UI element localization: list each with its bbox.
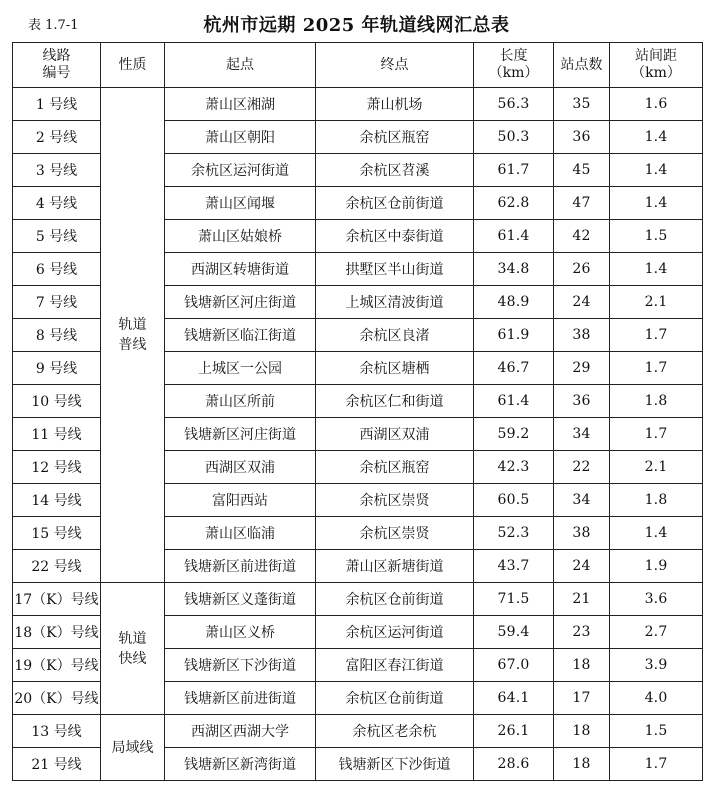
cell-line-no: 20（K）号线: [13, 682, 101, 715]
cell-end-point: 余杭区瓶窑: [316, 451, 474, 484]
cell-end-point: 余杭区苕溪: [316, 154, 474, 187]
cell-station-count: 26: [554, 253, 610, 286]
cell-station-spacing: 1.5: [610, 220, 703, 253]
table-header: [0, 0, 713, 42]
cell-station-spacing: 3.9: [610, 649, 703, 682]
cell-station-spacing: 1.7: [610, 319, 703, 352]
cell-station-spacing: 2.7: [610, 616, 703, 649]
cell-length: 56.3: [474, 88, 554, 121]
cell-station-spacing: 1.4: [610, 253, 703, 286]
cell-length: 50.3: [474, 121, 554, 154]
cell-station-count: 18: [554, 649, 610, 682]
cell-length: 28.6: [474, 748, 554, 781]
cell-station-spacing: 1.9: [610, 550, 703, 583]
cell-station-count: 36: [554, 121, 610, 154]
cell-station-count: 34: [554, 484, 610, 517]
cell-length: 42.3: [474, 451, 554, 484]
cell-station-spacing: 1.4: [610, 121, 703, 154]
cell-length: 48.9: [474, 286, 554, 319]
cell-length: 61.4: [474, 220, 554, 253]
cell-end-point: 余杭区塘栖: [316, 352, 474, 385]
cell-line-no: 19（K）号线: [13, 649, 101, 682]
cell-station-count: 38: [554, 517, 610, 550]
cell-station-spacing: 2.1: [610, 451, 703, 484]
cell-station-count: 29: [554, 352, 610, 385]
group-label-line: 轨道: [118, 317, 147, 333]
cell-line-no: 18（K）号线: [13, 616, 101, 649]
table-row: [13, 583, 703, 616]
cell-end-point: 萧山机场: [316, 88, 474, 121]
cell-end-point: 拱墅区半山街道: [316, 253, 474, 286]
cell-length: 62.8: [474, 187, 554, 220]
cell-start-point: 钱塘新区前进街道: [165, 550, 316, 583]
cell-end-point: 余杭区仓前街道: [316, 187, 474, 220]
cell-length: 64.1: [474, 682, 554, 715]
cell-start-point: 西湖区双浦: [165, 451, 316, 484]
table-row: [13, 715, 703, 748]
cell-station-spacing: 1.7: [610, 748, 703, 781]
cell-end-point: 余杭区仓前街道: [316, 583, 474, 616]
col-header-line-no: 线路 编号: [13, 43, 101, 88]
group-label-line: 局域线: [111, 739, 154, 756]
col-header-stations: 站点数: [554, 43, 610, 88]
cell-length: 26.1: [474, 715, 554, 748]
cell-station-spacing: 1.4: [610, 154, 703, 187]
cell-station-count: 45: [554, 154, 610, 187]
cell-start-point: 萧山区临浦: [165, 517, 316, 550]
cell-length: 43.7: [474, 550, 554, 583]
cell-line-no: 11 号线: [13, 418, 101, 451]
cell-station-count: 17: [554, 682, 610, 715]
cell-station-count: 18: [554, 715, 610, 748]
cell-start-point: 余杭区运河街道: [165, 154, 316, 187]
cell-station-count: 36: [554, 385, 610, 418]
cell-end-point: 余杭区良渚: [316, 319, 474, 352]
table-body: [13, 88, 703, 781]
cell-station-count: 18: [554, 748, 610, 781]
cell-length: 61.4: [474, 385, 554, 418]
cell-end-point: 萧山区新塘街道: [316, 550, 474, 583]
cell-line-no: 2 号线: [13, 121, 101, 154]
cell-start-point: 上城区一公园: [165, 352, 316, 385]
group-label-line: 普线: [118, 337, 147, 353]
cell-end-point: 余杭区崇贤: [316, 517, 474, 550]
col-header-length: 长度 （km）: [474, 43, 554, 88]
cell-station-spacing: 1.6: [610, 88, 703, 121]
cell-end-point: 钱塘新区下沙街道: [316, 748, 474, 781]
cell-line-no: 5 号线: [13, 220, 101, 253]
cell-start-point: 萧山区义桥: [165, 616, 316, 649]
cell-end-point: 余杭区仓前街道: [316, 682, 474, 715]
cell-start-point: 西湖区转塘街道: [165, 253, 316, 286]
cell-station-spacing: 3.6: [610, 583, 703, 616]
table-number: 表 1.7-1: [28, 18, 79, 33]
cell-line-no: 14 号线: [13, 484, 101, 517]
cell-length: 67.0: [474, 649, 554, 682]
group-label: [101, 583, 165, 715]
cell-station-spacing: 1.8: [610, 484, 703, 517]
cell-line-no: 12 号线: [13, 451, 101, 484]
cell-start-point: 钱塘新区义蓬街道: [165, 583, 316, 616]
header-row: [13, 43, 703, 88]
cell-station-count: 34: [554, 418, 610, 451]
cell-start-point: 钱塘新区临江街道: [165, 319, 316, 352]
cell-length: 61.9: [474, 319, 554, 352]
cell-line-no: 10 号线: [13, 385, 101, 418]
group-label: [101, 715, 165, 781]
cell-start-point: 钱塘新区河庄街道: [165, 418, 316, 451]
cell-end-point: 余杭区老余杭: [316, 715, 474, 748]
cell-line-no: 21 号线: [13, 748, 101, 781]
cell-station-spacing: 1.5: [610, 715, 703, 748]
table-title: 杭州市远期 2025 年轨道线网汇总表: [203, 15, 510, 36]
cell-line-no: 22 号线: [13, 550, 101, 583]
cell-start-point: 萧山区湘湖: [165, 88, 316, 121]
cell-end-point: 余杭区崇贤: [316, 484, 474, 517]
cell-length: 59.2: [474, 418, 554, 451]
cell-end-point: 上城区清波街道: [316, 286, 474, 319]
cell-start-point: 萧山区闻堰: [165, 187, 316, 220]
cell-station-count: 24: [554, 550, 610, 583]
cell-start-point: 萧山区所前: [165, 385, 316, 418]
cell-line-no: 3 号线: [13, 154, 101, 187]
cell-line-no: 4 号线: [13, 187, 101, 220]
cell-station-count: 47: [554, 187, 610, 220]
group-label-line: 快线: [118, 650, 147, 667]
cell-line-no: 7 号线: [13, 286, 101, 319]
cell-length: 59.4: [474, 616, 554, 649]
cell-length: 34.8: [474, 253, 554, 286]
cell-end-point: 余杭区仁和街道: [316, 385, 474, 418]
cell-line-no: 8 号线: [13, 319, 101, 352]
group-label: [101, 88, 165, 583]
cell-end-point: 余杭区运河街道: [316, 616, 474, 649]
cell-start-point: 钱塘新区前进街道: [165, 682, 316, 715]
cell-start-point: 萧山区姑娘桥: [165, 220, 316, 253]
cell-station-count: 22: [554, 451, 610, 484]
col-header-start: 起点: [165, 43, 316, 88]
table-row: [13, 88, 703, 121]
cell-start-point: 钱塘新区新湾街道: [165, 748, 316, 781]
rail-network-table: [12, 42, 703, 781]
cell-station-spacing: 1.4: [610, 517, 703, 550]
cell-start-point: 富阳西站: [165, 484, 316, 517]
cell-line-no: 6 号线: [13, 253, 101, 286]
cell-length: 46.7: [474, 352, 554, 385]
cell-line-no: 1 号线: [13, 88, 101, 121]
cell-station-spacing: 2.1: [610, 286, 703, 319]
cell-start-point: 西湖区西湖大学: [165, 715, 316, 748]
cell-station-spacing: 4.0: [610, 682, 703, 715]
cell-start-point: 萧山区朝阳: [165, 121, 316, 154]
cell-length: 60.5: [474, 484, 554, 517]
cell-end-point: 余杭区中泰街道: [316, 220, 474, 253]
cell-station-count: 38: [554, 319, 610, 352]
cell-station-spacing: 1.4: [610, 187, 703, 220]
cell-station-spacing: 1.7: [610, 352, 703, 385]
cell-station-spacing: 1.7: [610, 418, 703, 451]
cell-line-no: 9 号线: [13, 352, 101, 385]
col-header-type: 性质: [101, 43, 165, 88]
cell-station-spacing: 1.8: [610, 385, 703, 418]
cell-line-no: 15 号线: [13, 517, 101, 550]
col-header-spacing: 站间距 （km）: [610, 43, 703, 88]
cell-end-point: 余杭区瓶窑: [316, 121, 474, 154]
cell-end-point: 富阳区春江街道: [316, 649, 474, 682]
cell-station-count: 21: [554, 583, 610, 616]
cell-length: 71.5: [474, 583, 554, 616]
cell-line-no: 17（K）号线: [13, 583, 101, 616]
cell-station-count: 35: [554, 88, 610, 121]
cell-line-no: 13 号线: [13, 715, 101, 748]
cell-start-point: 钱塘新区下沙街道: [165, 649, 316, 682]
cell-start-point: 钱塘新区河庄街道: [165, 286, 316, 319]
group-label-line: 轨道: [118, 630, 147, 647]
cell-station-count: 24: [554, 286, 610, 319]
cell-station-count: 23: [554, 616, 610, 649]
col-header-end: 终点: [316, 43, 474, 88]
cell-end-point: 西湖区双浦: [316, 418, 474, 451]
cell-length: 52.3: [474, 517, 554, 550]
cell-length: 61.7: [474, 154, 554, 187]
cell-station-count: 42: [554, 220, 610, 253]
